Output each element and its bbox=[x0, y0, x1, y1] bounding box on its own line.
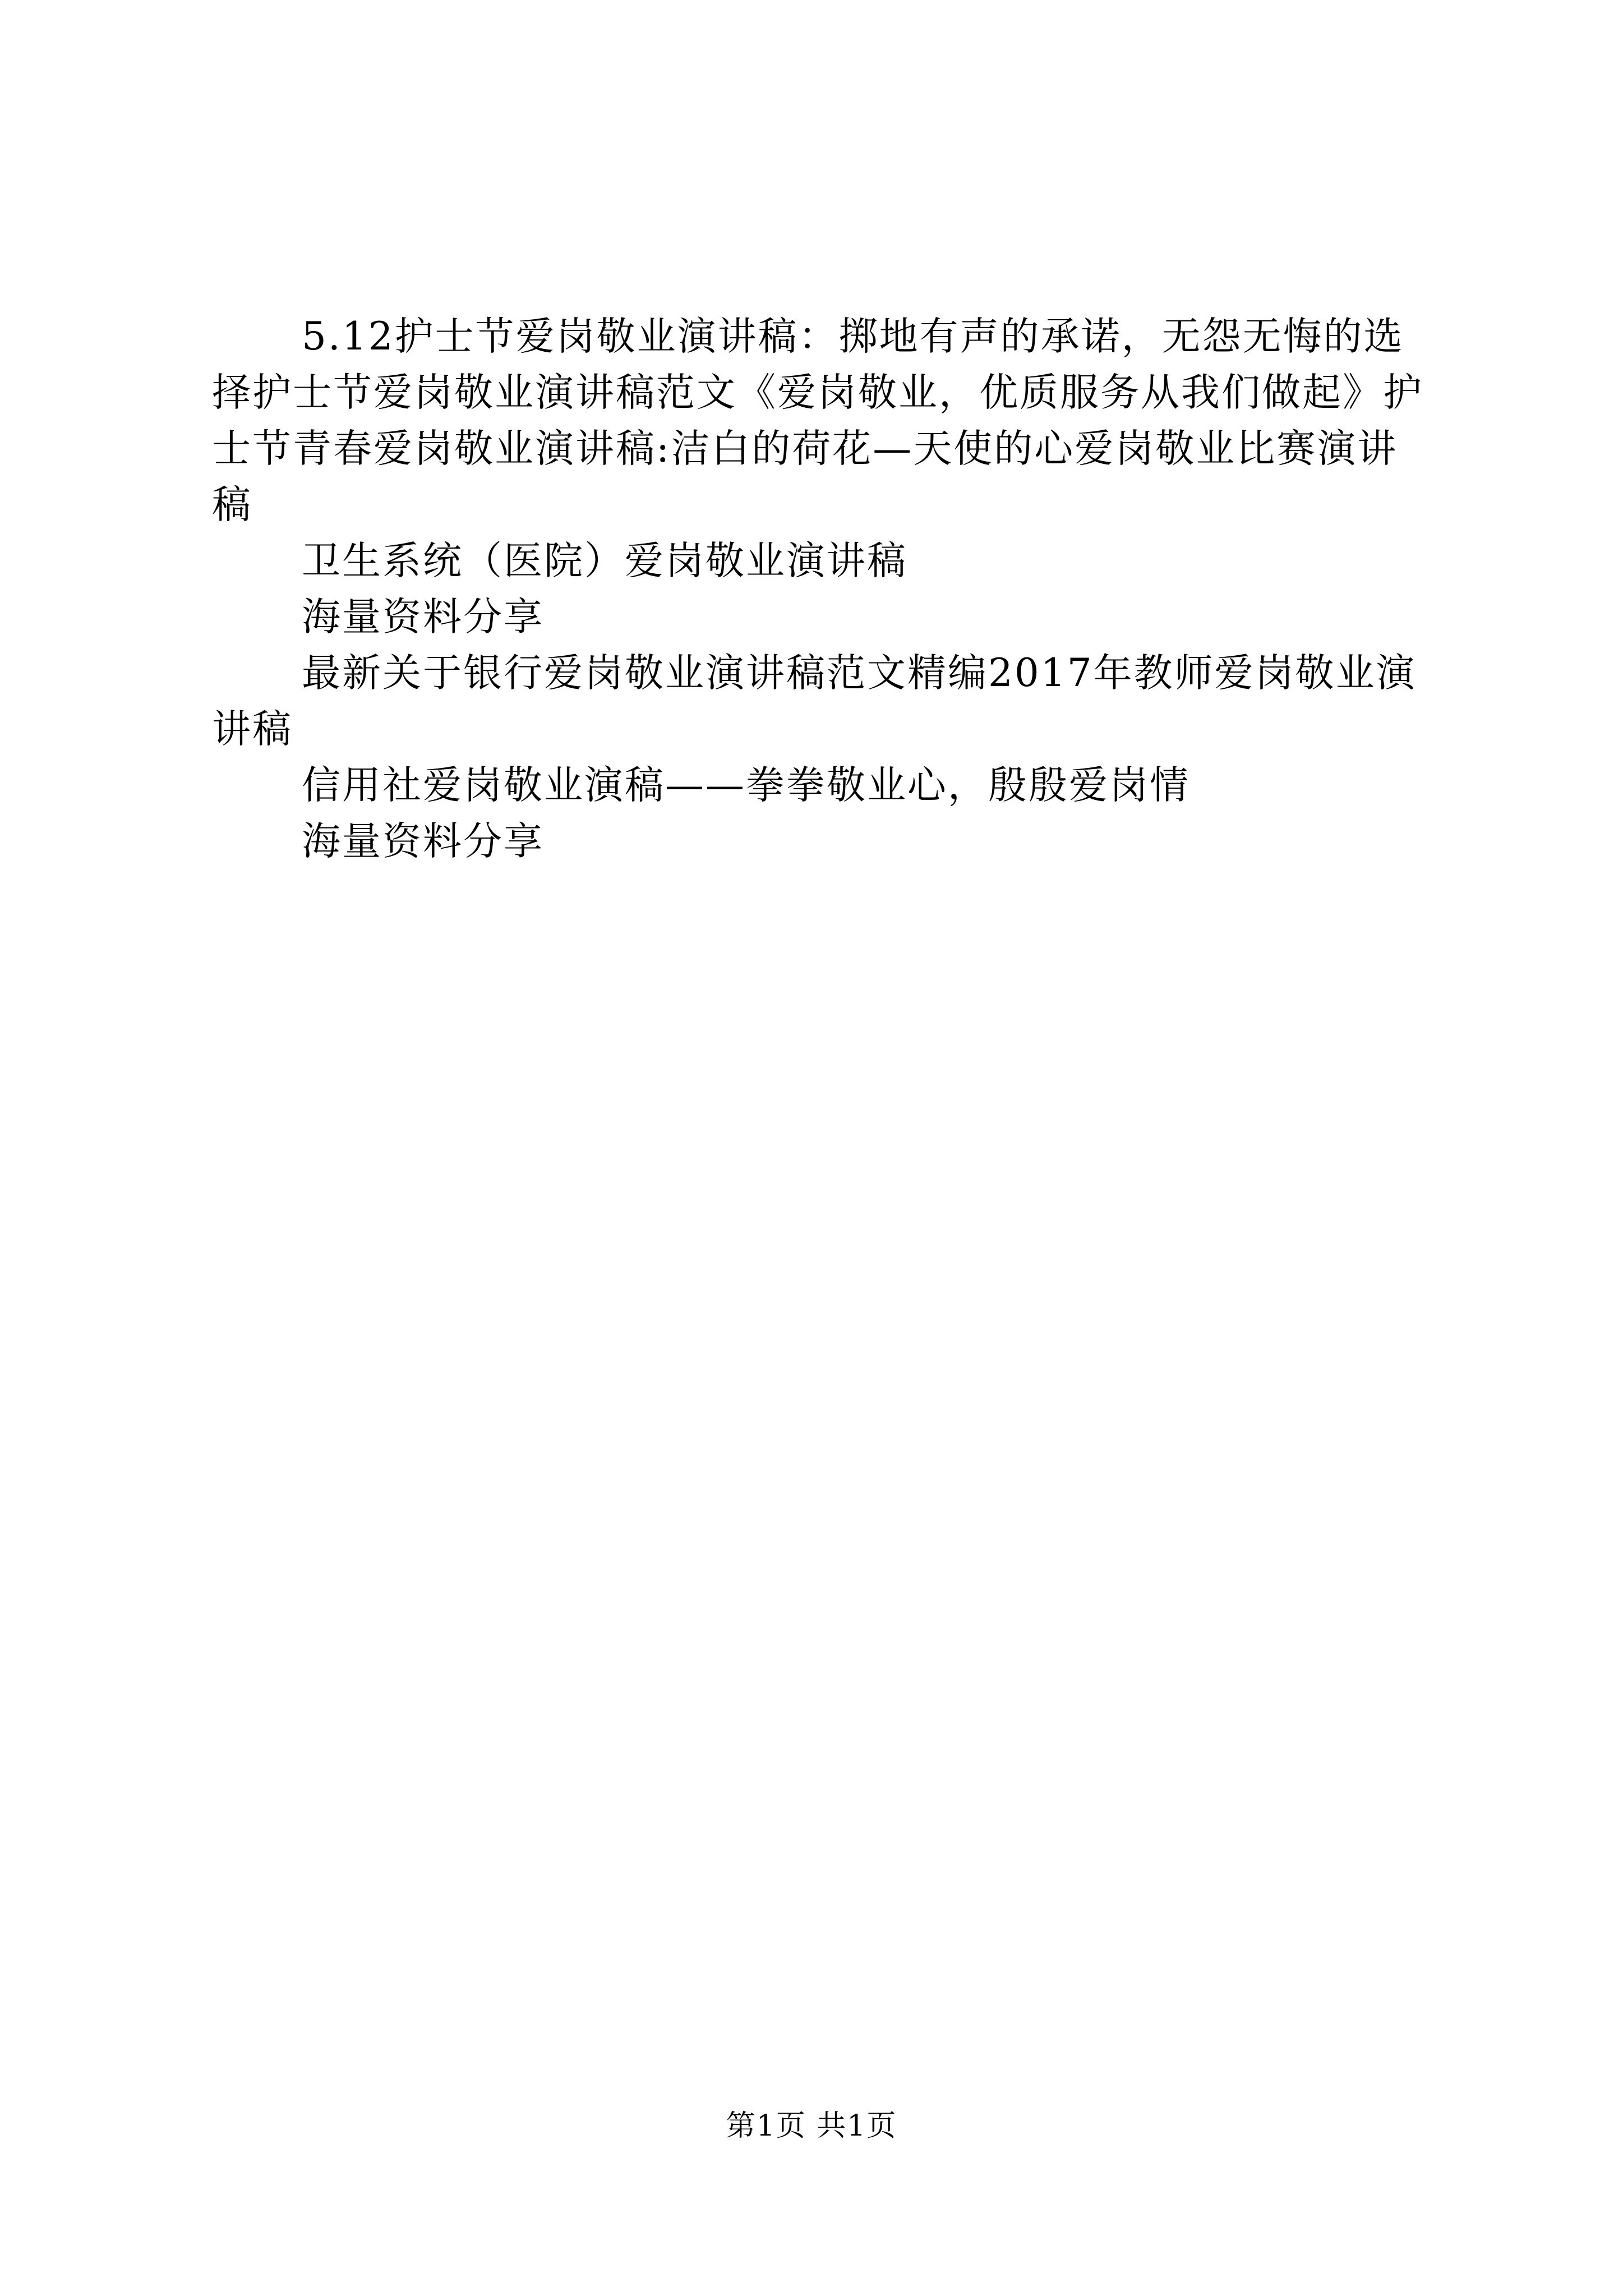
paragraph-health-system: 卫生系统（医院）爱岗敬业演讲稿 bbox=[302, 539, 907, 583]
page-number-footer: 第1页 共1页 bbox=[726, 2109, 897, 2143]
paragraph-speech-list: 5.12护士节爱岗敬业演讲稿：掷地有声的承诺，无怨无悔的选择护士节爱岗敬业演讲稿范文《爱岗敬业，优质服务从我们做起》护士节青春爱岗敬业演讲稿:洁白的荷花—天使的心爱岗敬业比赛演讲稿 bbox=[212, 314, 1423, 527]
paragraph-bank-teacher: 最新关于银行爱岗敬业演讲稿范文精编2017年教师爱岗敬业演讲稿 bbox=[212, 651, 1417, 752]
paragraph-credit-union: 信用社爱岗敬业演稿——拳拳敬业心，殷殷爱岗情 bbox=[302, 763, 1190, 808]
paragraph-share-2: 海量资料分享 bbox=[302, 819, 544, 864]
paragraph-share-1: 海量资料分享 bbox=[302, 595, 544, 639]
document-body bbox=[212, 309, 1423, 869]
